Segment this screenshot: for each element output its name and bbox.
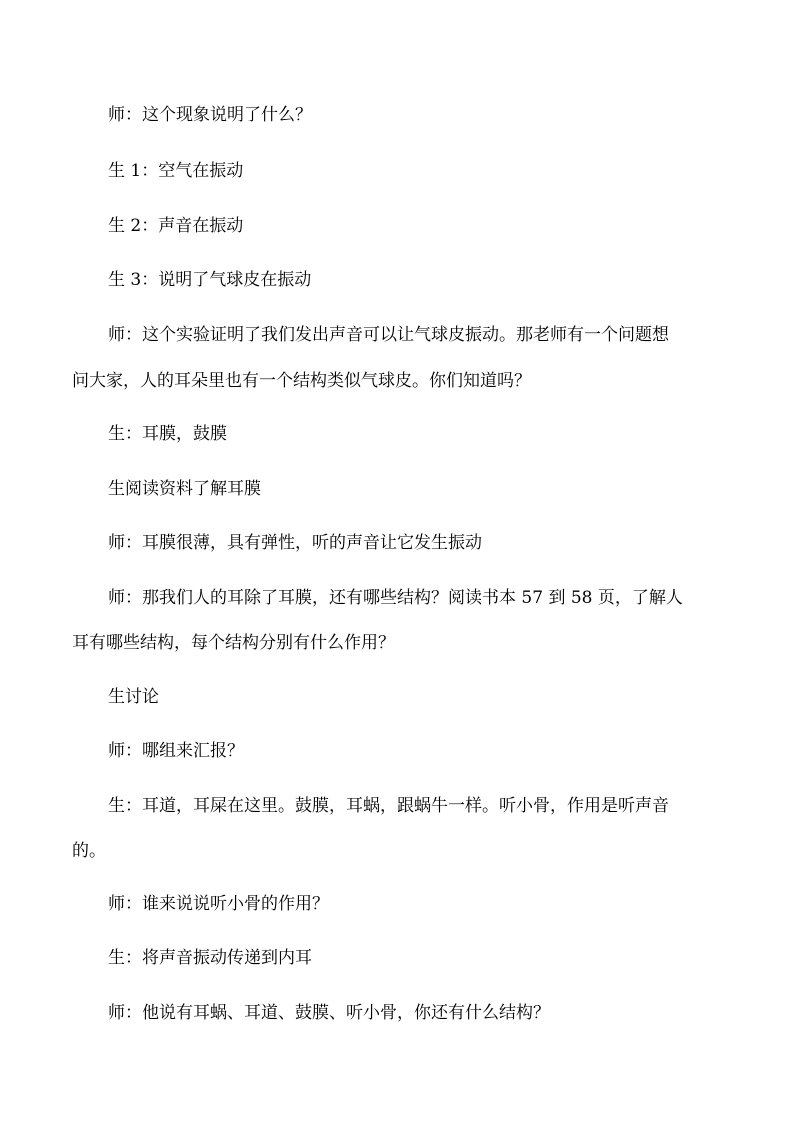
paragraph-teacher-which-group: 师：哪组来汇报？ (108, 741, 244, 761)
paragraph-student-1: 生 1：空气在振动 (108, 161, 244, 181)
paragraph-student-report-line1: 生：耳道，耳屎在这里。鼓膜，耳蜗，跟蜗牛一样。听小骨，作用是听声音 (108, 796, 669, 816)
paragraph-student-3: 生 3：说明了气球皮在振动 (108, 270, 312, 290)
paragraph-student-2: 生 2：声音在振动 (108, 216, 244, 236)
paragraph-teacher-experiment-line1: 师：这个实验证明了我们发出声音可以让气球皮振动。那老师有一个问题想 (108, 325, 669, 345)
paragraph-student-ossicles: 生：将声音振动传递到内耳 (108, 948, 312, 968)
paragraph-student-reading: 生阅读资料了解耳膜 (108, 479, 261, 499)
paragraph-student-eardrum: 生：耳膜，鼓膜 (108, 424, 227, 444)
paragraph-teacher-question-phenomenon: 师：这个现象说明了什么？ (108, 105, 312, 125)
paragraph-teacher-more-structures: 师：他说有耳蜗、耳道、鼓膜、听小骨，你还有什么结构？ (108, 1003, 550, 1023)
paragraph-teacher-ossicles: 师：谁来说说听小骨的作用？ (108, 894, 329, 914)
paragraph-teacher-eardrum: 师：耳膜很薄，具有弹性，听的声音让它发生振动 (108, 533, 482, 553)
paragraph-teacher-structures-line2: 耳有哪些结构，每个结构分别有什么作用？ (72, 633, 395, 653)
paragraph-student-report-line2: 的。 (72, 841, 106, 861)
paragraph-teacher-experiment-line2: 问大家，人的耳朵里也有一个结构类似气球皮。你们知道吗？ (72, 371, 531, 391)
paragraph-student-discussion: 生讨论 (108, 687, 159, 707)
paragraph-teacher-structures-line1: 师：那我们人的耳除了耳膜，还有哪些结构？阅读书本 57 到 58 页，了解人 (108, 588, 683, 608)
